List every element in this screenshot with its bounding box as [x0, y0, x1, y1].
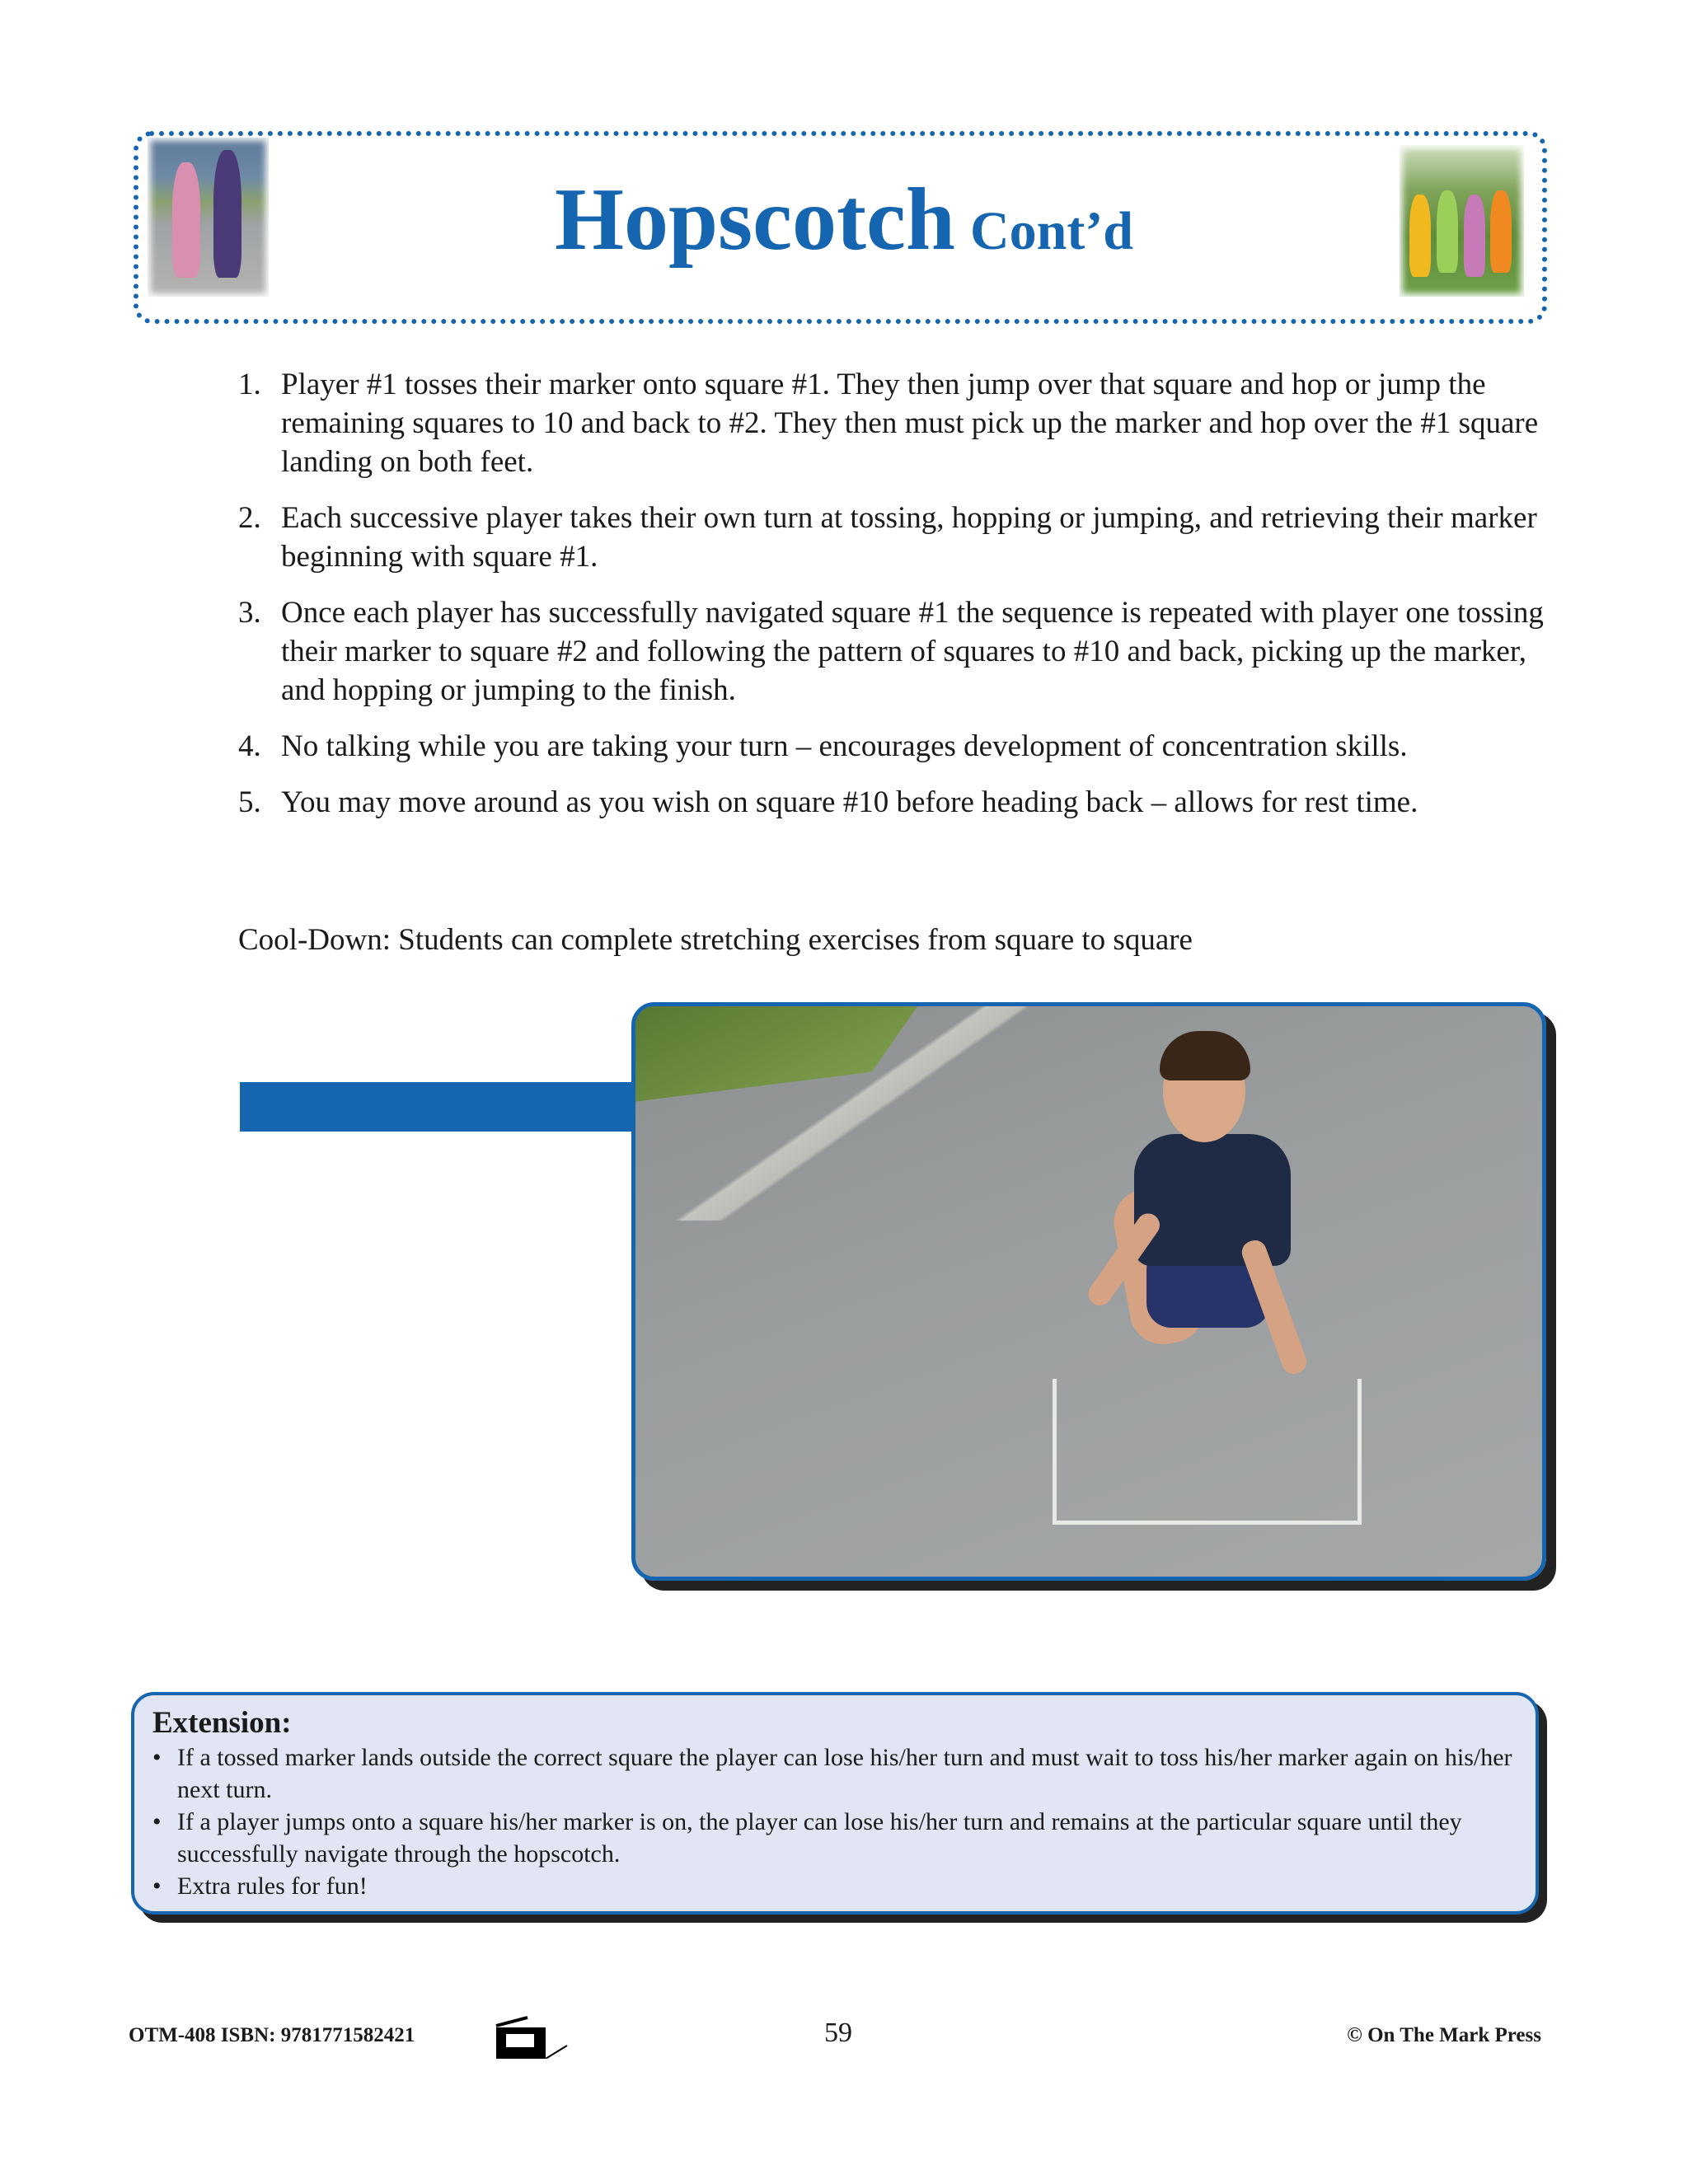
- item-number: 2.: [238, 501, 261, 535]
- title-contd: Cont’d: [969, 201, 1134, 261]
- list-item: [238, 365, 1549, 481]
- rules-list: [238, 365, 1549, 839]
- item-text: If a tossed marker lands outside the correct square the player can lose his/her turn and must wait to toss his/her marker again on his/her next turn.: [177, 1744, 1512, 1803]
- page-number: 59: [824, 2018, 852, 2048]
- item-number: 5.: [238, 785, 261, 819]
- title-main: Hopscotch: [554, 171, 955, 269]
- list-item: [238, 593, 1549, 710]
- item-text: Player #1 tosses their marker onto square #1. They then jump over that square and hop or jump the remaining squares to 10 and back to #2. They then must pick up the marker and hop over the #1 square landing on both feet.: [281, 368, 1539, 479]
- list-item: • If a tossed marker lands outside the correct square the player can lose his/her turn and must wait to toss his/her marker again on his/her next turn.: [152, 1744, 1512, 1803]
- item-number: 3.: [238, 596, 261, 630]
- footer-isbn: OTM-408 ISBN: 9781771582421: [129, 2024, 415, 2046]
- curb: [635, 1006, 1048, 1221]
- item-number: 1.: [238, 368, 261, 401]
- photocopier-icon: [495, 2016, 569, 2059]
- extension-title: Extension:: [152, 1706, 292, 1740]
- list-item: [238, 727, 1549, 766]
- item-number: 4.: [238, 729, 261, 763]
- extension-list: [152, 1741, 1529, 1902]
- list-item: • Extra rules for fun!: [152, 1872, 368, 1900]
- item-text: You may move around as you wish on square #10 before heading back – allows for rest time.: [281, 785, 1418, 819]
- boy-shirt: [1134, 1134, 1291, 1266]
- cooldown-text: Cool-Down: Students can complete stretching exercises from square to square: [238, 923, 1193, 957]
- boy-drawing-chalk-photo: [631, 1002, 1546, 1581]
- item-text: No talking while you are taking your turn – encourages development of concentration skills.: [281, 729, 1408, 763]
- boy-hair: [1160, 1031, 1250, 1080]
- list-item: • If a player jumps onto a square his/her marker is on, the player can lose his/her turn and remains at the particular square until they successfully navigate through the hopscotch.: [152, 1808, 1462, 1868]
- item-text: Each successive player takes their own turn at tossing, hopping or jumping, and retrieving their marker beginning with square #1.: [281, 501, 1537, 574]
- page-title: [0, 169, 1688, 271]
- extension-box: [131, 1692, 1539, 1915]
- list-item: [238, 783, 1549, 822]
- chalk-square: [1053, 1379, 1362, 1525]
- item-text: If a player jumps onto a square his/her marker is on, the player can lose his/her turn and remains at the particular square until they successfully navigate through the hopscotch.: [177, 1808, 1462, 1868]
- item-text: Extra rules for fun!: [177, 1872, 368, 1900]
- item-text: Once each player has successfully navigated square #1 the sequence is repeated with player one tossing their marker to square #2 and following the pattern of squares to #10 and back, picking up the marker, and hopping or jumping to the finish.: [281, 596, 1544, 707]
- footer-copyright: © On The Mark Press: [1347, 2024, 1541, 2046]
- decorative-bar: [240, 1082, 635, 1132]
- list-item: [238, 499, 1549, 576]
